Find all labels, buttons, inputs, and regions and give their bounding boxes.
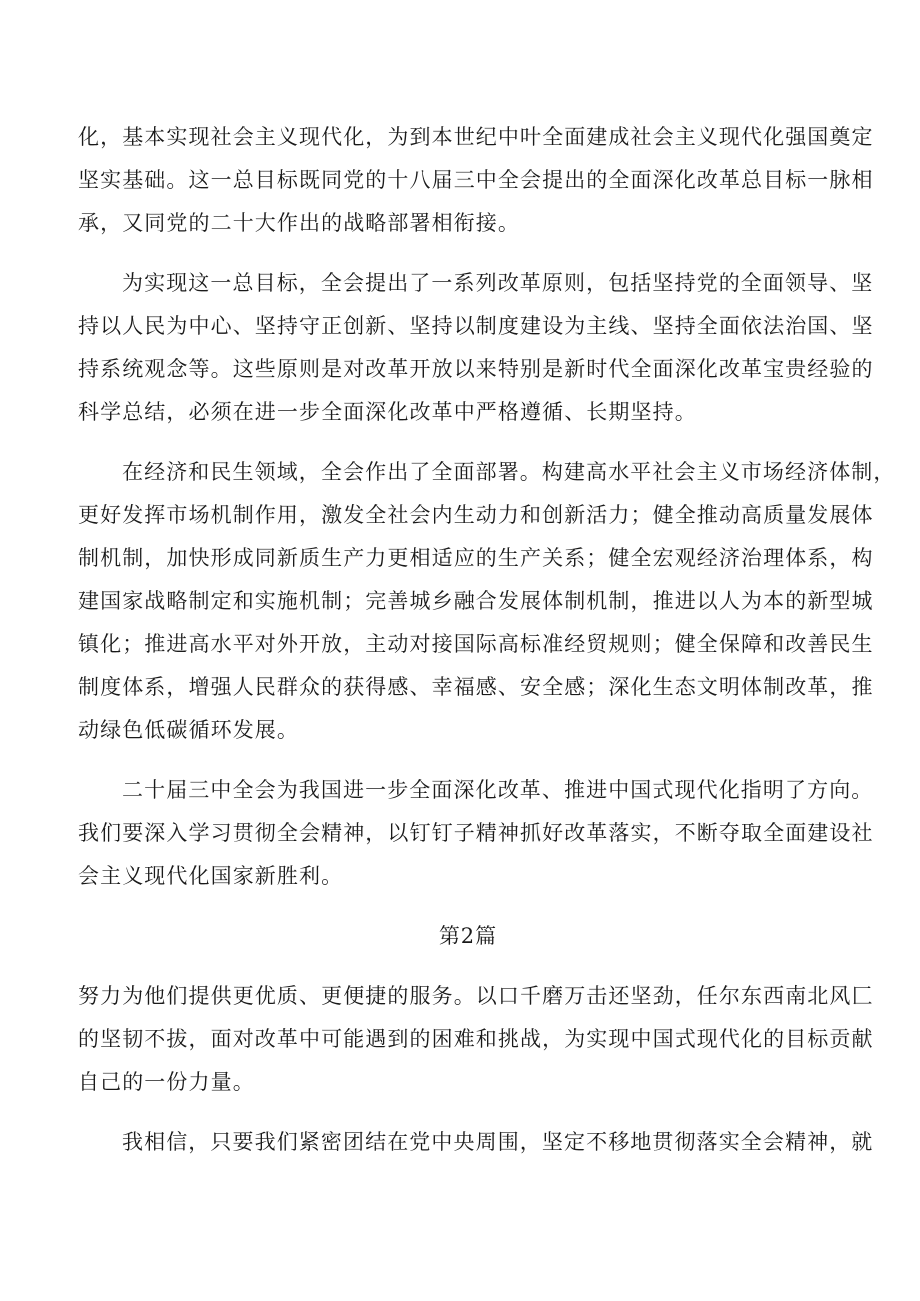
text-line: 坚实基础。这一总目标既同党的十八届三中全会提出的全面深化改革总目标一脉相 [78, 168, 874, 192]
text-line: 在经济和民生领域，全会作出了全面部署。构建高水平社会主义市场经济体制， [122, 460, 896, 484]
paragraph-4 [78, 769, 874, 898]
paragraph-2 [78, 262, 874, 434]
text-line: 承，又同党的二十大作出的战略部署相衔接。 [78, 211, 520, 235]
section-heading: 第2篇 [438, 924, 498, 948]
paragraph-3 [78, 451, 896, 752]
text-line: 我们要深入学习贯彻全会精神，以钉钉子精神抓好改革落实，不断夺取全面建设社 [78, 821, 874, 845]
text-line: 持以人民为中心、坚持守正创新、坚持以制度建设为主线、坚持全面依法治国、坚 [78, 314, 874, 338]
paragraph-6 [78, 1121, 874, 1164]
text-line: 镇化；推进高水平对外开放，主动对接国际高标准经贸规则；健全保障和改善民生 [78, 632, 874, 656]
text-line: 我相信，只要我们紧密团结在党中央周围，坚定不移地贯彻落实全会精神，就 [122, 1130, 874, 1154]
text-line: 自己的一份力量。 [78, 1070, 255, 1094]
paragraph-5 [78, 975, 874, 1104]
text-line: 科学总结，必须在进一步全面深化改革中严格遵循、长期坚持。 [78, 400, 697, 424]
text-line: 更好发挥市场机制作用，激发全社会内生动力和创新活力；健全推动高质量发展体 [78, 503, 874, 527]
text-line: 建国家战略制定和实施机制；完善城乡融合发展体制机制，推进以人为本的新型城 [78, 589, 874, 613]
text-line: 的坚韧不拔，面对改革中可能遇到的困难和挑战，为实现中国式现代化的目标贡献 [78, 1027, 874, 1051]
text-line: 持系统观念等。这些原则是对改革开放以来特别是新时代全面深化改革宝贵经验的 [78, 357, 874, 381]
text-line: 二十届三中全会为我国进一步全面深化改革、推进中国式现代化指明了方向。 [122, 778, 874, 802]
document-page [78, 116, 896, 1181]
text-line: 为实现这一总目标，全会提出了一系列改革原则，包括坚持党的全面领导、坚 [122, 271, 874, 295]
text-line: 会主义现代化国家新胜利。 [78, 864, 344, 888]
text-line: 努力为他们提供更优质、更便捷的服务。以口千磨万击还坚劲，任尔东西南北风匚 [78, 984, 874, 1008]
text-line: 化，基本实现社会主义现代化，为到本世纪中叶全面建成社会主义现代化强国奠定 [78, 125, 874, 149]
text-line: 制度体系，增强人民群众的获得感、幸福感、安全感；深化生态文明体制改革，推 [78, 675, 874, 699]
paragraph-1 [78, 116, 874, 245]
text-line: 制机制，加快形成同新质生产力更相适应的生产关系；健全宏观经济治理体系，构 [78, 546, 874, 570]
text-line: 动绿色低碳循环发展。 [78, 718, 299, 742]
